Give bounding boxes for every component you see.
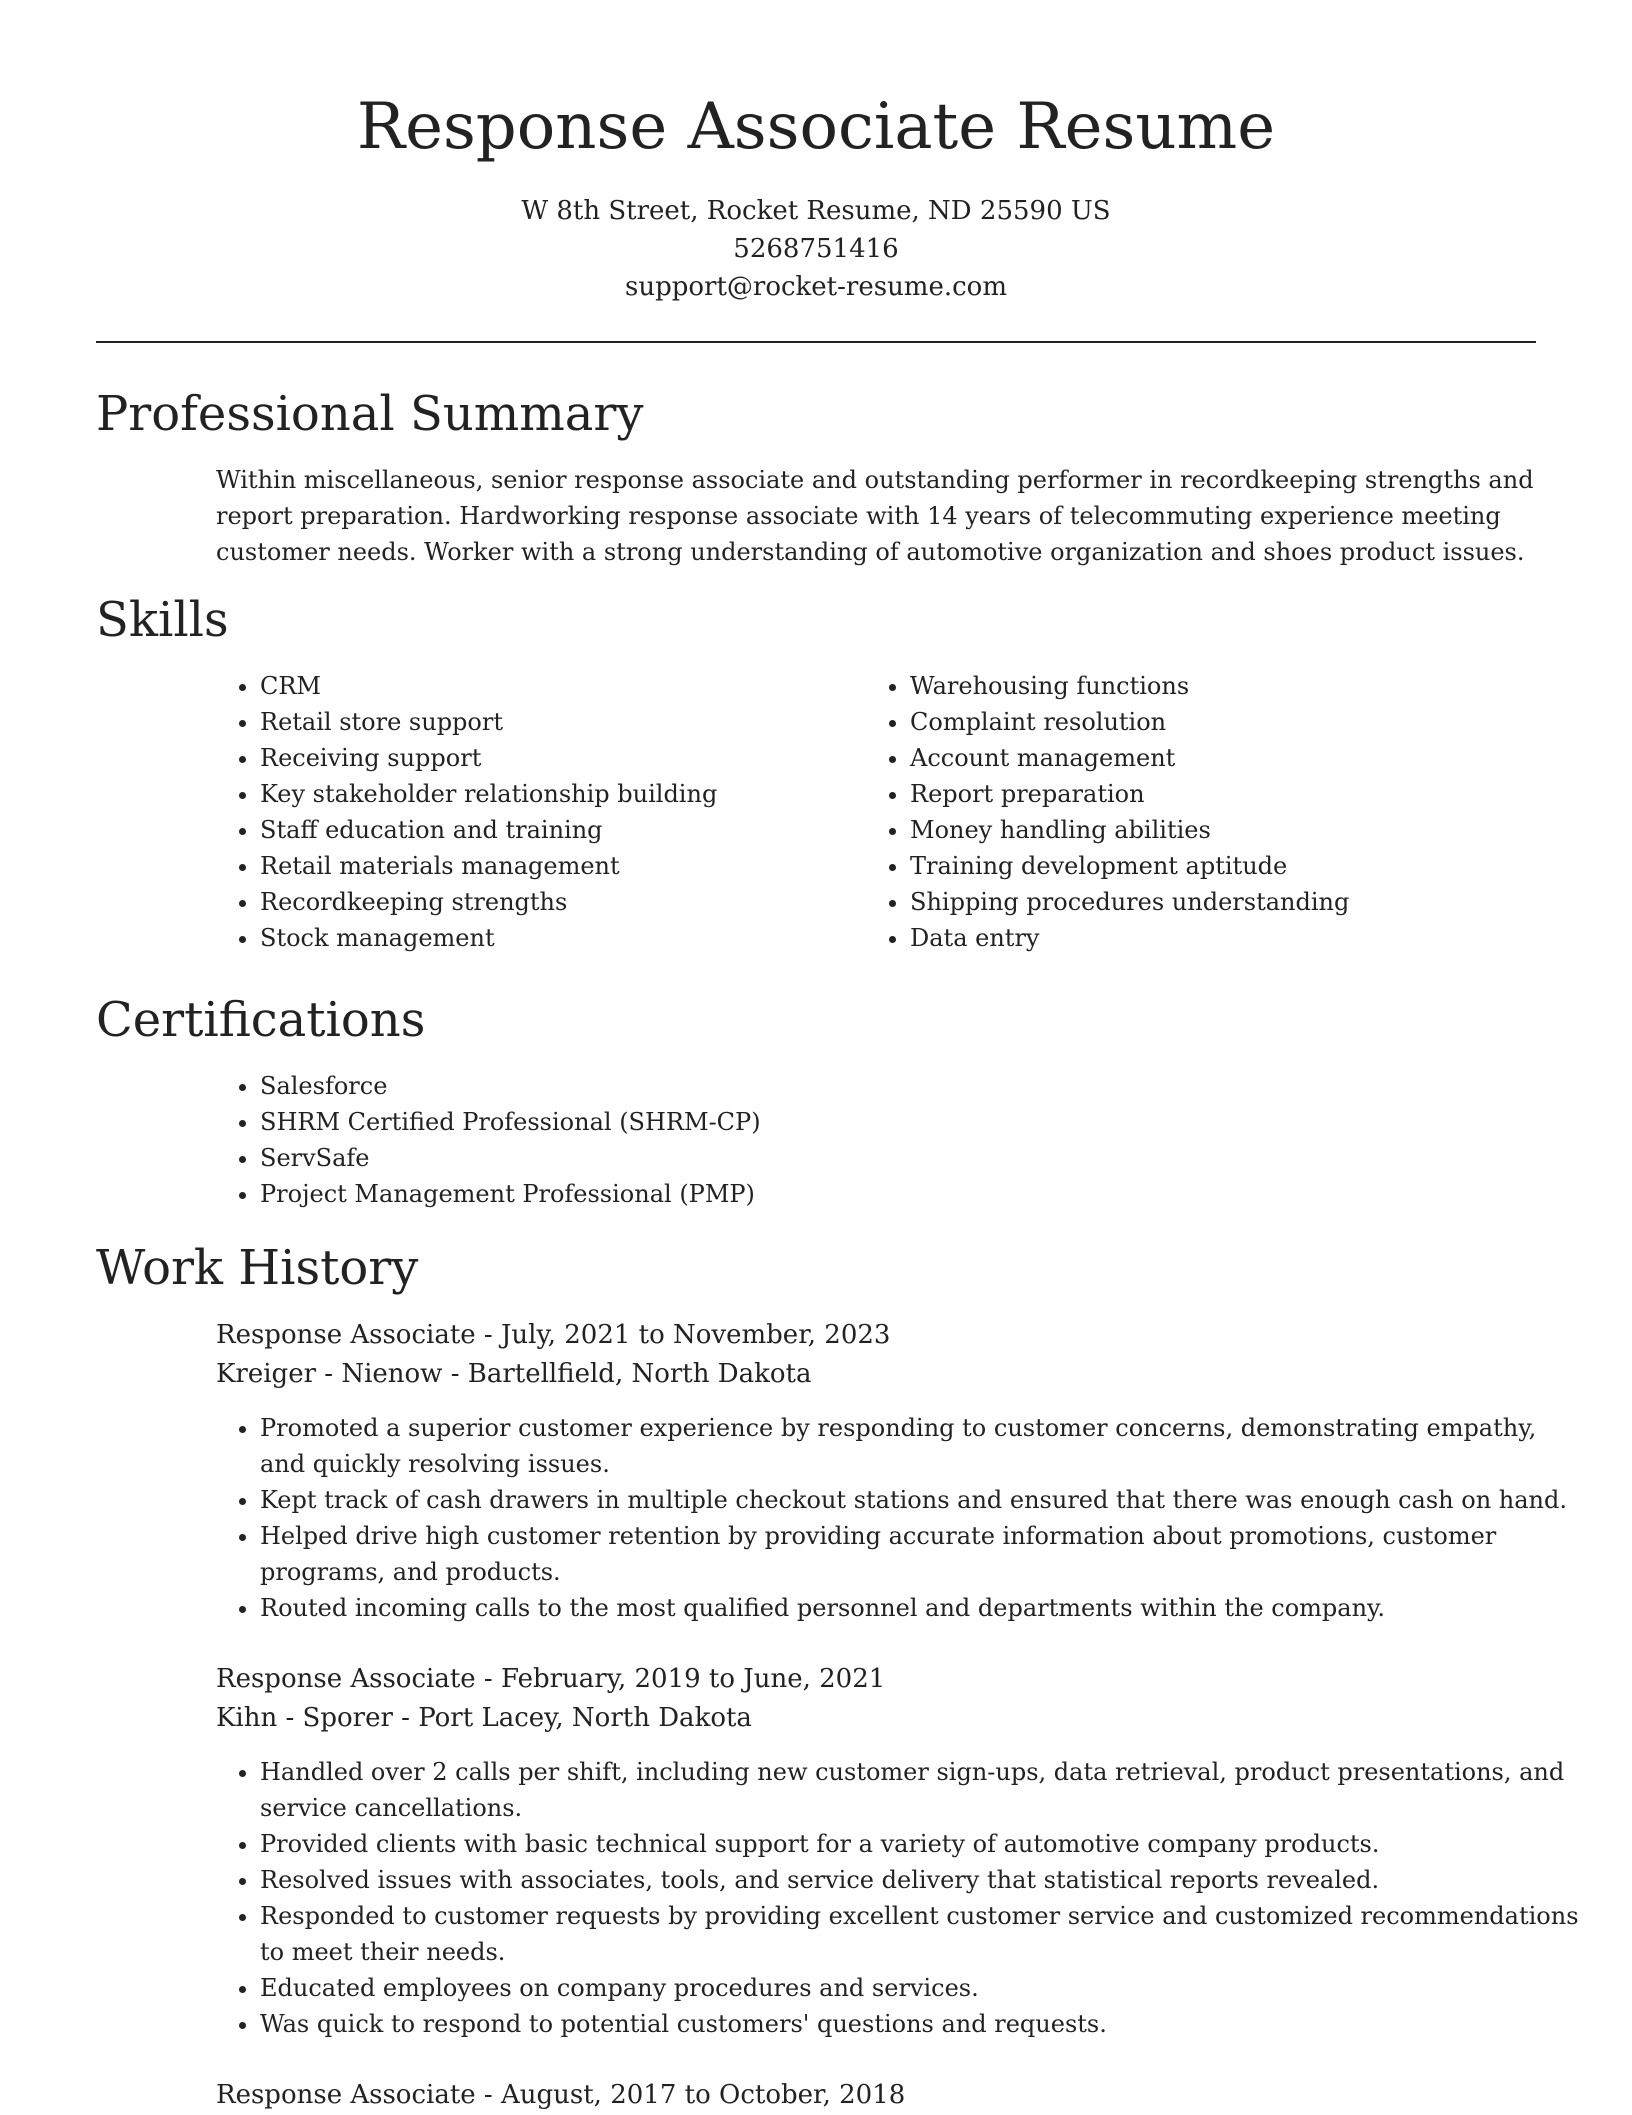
- job-title-line: Response Associate - February, 2019 to June, 2021: [216, 1664, 886, 1694]
- skills-list-left: [216, 668, 840, 956]
- skill-item: • Recordkeeping strengths: [260, 884, 840, 920]
- section-title-summary: Professional Summary: [96, 386, 644, 442]
- summary-text: Within miscellaneous, senior response associate and outstanding performer in recordkeeping strengths and report preparation. Hardworking response associate with 14 years of telecommuting experience meeting customer needs. Worker with a strong understanding of automotive organization and shoes product issues.: [216, 466, 1534, 566]
- job-bullet: • Helped drive high customer retention by providing accurate information about promotions, customer programs, and products.: [260, 1518, 1580, 1590]
- skill-item: • Report preparation: [910, 776, 1570, 812]
- contact-email: support@rocket-resume.com: [624, 272, 1007, 302]
- job-bullet: • Provided clients with basic technical support for a variety of automotive company products.: [260, 1826, 1580, 1862]
- job-bullet: • Promoted a superior customer experience by responding to customer concerns, demonstrating empathy, and quickly resolving issues.: [260, 1410, 1580, 1482]
- job-bullet: • Resolved issues with associates, tools, and service delivery that statistical reports revealed.: [260, 1862, 1580, 1898]
- contact-info: [0, 192, 1632, 306]
- skill-item: • Staff education and training: [260, 812, 840, 848]
- skill-item: • CRM: [260, 668, 840, 704]
- job-header: [216, 1660, 885, 1738]
- skill-item: • Key stakeholder relationship building: [260, 776, 840, 812]
- skill-item: • Complaint resolution: [910, 704, 1570, 740]
- skill-item: • Receiving support: [260, 740, 840, 776]
- job-bullet: • Handled over 2 calls per shift, including new customer sign-ups, data retrieval, product presentations, and service cancellations.: [260, 1754, 1580, 1826]
- job-title-line: Response Associate - August, 2017 to October, 2018: [216, 2080, 906, 2110]
- certifications-list: [216, 1068, 1560, 1212]
- job-title-line: Response Associate - July, 2021 to November, 2023: [216, 1320, 891, 1350]
- certification-item: • Salesforce: [260, 1068, 1560, 1104]
- skill-item: • Data entry: [910, 920, 1570, 956]
- skill-item: • Stock management: [260, 920, 840, 956]
- skill-item: • Account management: [910, 740, 1570, 776]
- job-company-line: Kreiger - Nienow - Bartellfield, North Dakota: [216, 1359, 812, 1389]
- skill-item: • Training development aptitude: [910, 848, 1570, 884]
- job-bullets: [216, 1410, 1580, 1626]
- skill-item: • Money handling abilities: [910, 812, 1570, 848]
- section-title-skills: Skills: [96, 592, 229, 648]
- resume-title: Response Associate Resume: [356, 90, 1276, 164]
- skills-list-right: [866, 668, 1570, 956]
- job-bullet: • Responded to customer requests by providing excellent customer service and customized recommendations to meet their needs.: [260, 1898, 1580, 1970]
- job-bullets: [216, 1754, 1580, 2042]
- job-header: [216, 1316, 890, 1394]
- certification-item: • ServSafe: [260, 1140, 1560, 1176]
- skill-item: • Warehousing functions: [910, 668, 1570, 704]
- job-company-line: Kihn - Sporer - Port Lacey, North Dakota: [216, 1703, 752, 1733]
- skill-item: • Retail materials management: [260, 848, 840, 884]
- job-bullet: • Routed incoming calls to the most qualified personnel and departments within the company.: [260, 1590, 1580, 1626]
- section-title-certifications: Certifications: [96, 992, 426, 1048]
- job-bullet: • Educated employees on company procedures and services.: [260, 1970, 1580, 2006]
- job-bullet: • Was quick to respond to potential customers' questions and requests.: [260, 2006, 1580, 2042]
- certification-item: • SHRM Certified Professional (SHRM-CP): [260, 1104, 1560, 1140]
- job-header: [216, 2076, 905, 2115]
- header-divider: [96, 341, 1536, 343]
- job-bullet: • Kept track of cash drawers in multiple checkout stations and ensured that there was enough cash on hand.: [260, 1482, 1580, 1518]
- certification-item: • Project Management Professional (PMP): [260, 1176, 1560, 1212]
- section-title-work-history: Work History: [96, 1240, 419, 1296]
- skill-item: • Shipping procedures understanding: [910, 884, 1570, 920]
- skill-item: • Retail store support: [260, 704, 840, 740]
- contact-phone: 5268751416: [733, 234, 899, 264]
- contact-address: W 8th Street, Rocket Resume, ND 25590 US: [521, 196, 1111, 226]
